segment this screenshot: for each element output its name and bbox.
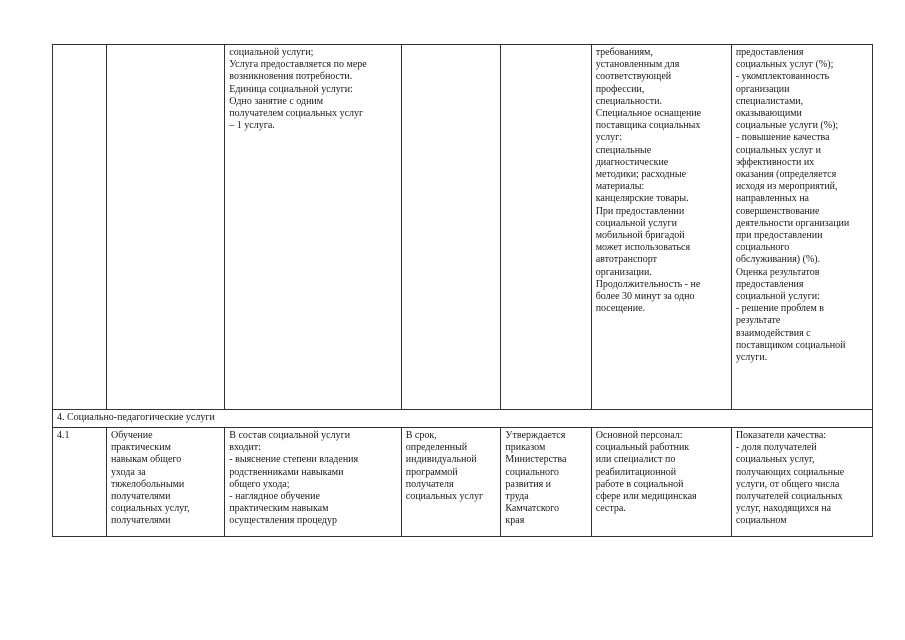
table-cell-description	[225, 428, 401, 537]
text-line: канцелярские товары.	[595, 193, 689, 205]
text-line: Оценка результатов	[735, 266, 820, 278]
text-line: автотранспорт	[595, 254, 658, 266]
text-line: материалы:	[595, 181, 645, 193]
section-title: 4. Социально-педагогические услуги	[53, 410, 873, 428]
text-line: эффективности их	[735, 156, 815, 168]
text-line: - наглядное обучение	[229, 491, 320, 503]
text-line: работе в социальной	[595, 478, 684, 490]
text-line: Специальное оснащение	[595, 108, 702, 120]
text-line: Услуга предоставляется по мере	[229, 59, 367, 71]
table-cell-term	[401, 428, 501, 537]
text-line: специальные	[595, 144, 652, 156]
text-line: получателем социальных услуг	[229, 108, 364, 120]
text-line: социальных услуг и	[735, 144, 821, 156]
text-line: При предоставлении	[595, 205, 685, 217]
text-line: В срок,	[405, 430, 437, 441]
text-line: социальных услуг,	[735, 454, 815, 466]
text-line: Единица социальной услуги:	[229, 83, 353, 95]
text-line: предоставления	[735, 47, 804, 58]
text-line: получателя	[405, 478, 454, 490]
text-line: социальный работник	[595, 442, 690, 454]
text-line: - укомплектованность	[735, 71, 830, 83]
table-cell-service-name	[106, 428, 224, 537]
text-line: более 30 минут за одно	[595, 291, 695, 303]
text-line: оказания (определяется	[735, 169, 837, 181]
table-row	[53, 45, 873, 410]
text-line: - выяснение степени владения	[229, 454, 359, 466]
table-cell	[401, 45, 501, 410]
table-row	[53, 428, 873, 537]
text-line: услуги, от общего числа	[735, 478, 840, 490]
table-cell-staff	[591, 428, 731, 537]
text-line: 4.1	[57, 430, 70, 441]
text-line: требованиям,	[595, 47, 653, 58]
text-line: мобильной бригадой	[595, 230, 685, 242]
text-line: совершенствование	[735, 205, 820, 217]
text-line: осуществления процедур	[229, 515, 337, 527]
text-line: методики; расходные	[595, 169, 687, 181]
text-line: возникновения потребности.	[229, 71, 353, 83]
text-line: социальной услуги;	[229, 47, 314, 58]
text-line: может использоваться	[595, 242, 691, 254]
text-line: деятельности организации	[735, 217, 850, 229]
text-line: ухода за	[110, 466, 146, 478]
text-line: программой	[405, 466, 458, 478]
section-header-row	[53, 410, 873, 428]
text-line: - решение проблем в	[735, 303, 825, 315]
text-line: исходя из мероприятий,	[735, 181, 838, 193]
text-line: - доля получателей	[735, 442, 817, 454]
table-cell-quality	[731, 428, 872, 537]
text-line: организации	[735, 83, 790, 95]
text-line: социальные услуги (%);	[735, 120, 839, 132]
text-line: получателей социальных	[735, 491, 843, 503]
text-line: получающих социальные	[735, 466, 845, 478]
table-cell	[501, 45, 591, 410]
text-line: сестра.	[595, 503, 626, 515]
text-line: навыкам общего	[110, 454, 182, 466]
text-line: общего ухода;	[229, 478, 290, 490]
text-line: организации.	[595, 266, 652, 278]
text-line: социальных услуг (%);	[735, 59, 834, 71]
text-line: при предоставлении	[735, 230, 823, 242]
text-line: социальном	[735, 515, 787, 527]
text-line: Продолжительность - не	[595, 278, 701, 290]
text-line: – 1 услуга.	[229, 120, 275, 132]
text-line: родственниками навыками	[229, 466, 344, 478]
text-line: предоставления	[735, 278, 804, 290]
text-line: услуг:	[595, 132, 622, 144]
text-line: практическим	[110, 442, 171, 454]
table-cell	[106, 45, 224, 410]
text-line: социальных услуг,	[110, 503, 190, 515]
text-line: диагностические	[595, 156, 669, 168]
text-line: профессии,	[595, 83, 645, 95]
text-line: поставщиком социальной	[735, 339, 846, 351]
text-line: В состав социальной услуги	[229, 430, 351, 441]
text-line: посещение.	[595, 303, 646, 315]
text-line: направленных на	[735, 193, 809, 205]
table-cell-quality	[731, 45, 872, 410]
table-cell-conditions	[225, 45, 401, 410]
text-line: индивидуальной	[405, 454, 477, 466]
text-line: социальных услуг	[405, 491, 484, 503]
text-line: услуг, находящихся на	[735, 503, 832, 515]
text-line: Утверждается	[505, 430, 566, 441]
text-line: специальности.	[595, 95, 662, 107]
text-line: Обучение	[110, 430, 153, 441]
text-line: развития и	[505, 478, 552, 490]
text-line: установленным для	[595, 59, 680, 71]
text-line: социального	[735, 242, 790, 254]
text-line: оказывающими	[735, 108, 802, 120]
table-cell-tariff	[501, 428, 591, 537]
text-line: приказом	[505, 442, 546, 454]
text-line: Министерства	[505, 454, 567, 466]
text-line: услуги.	[735, 352, 768, 364]
text-line: получателями	[110, 491, 171, 503]
text-line: поставщика социальных	[595, 120, 701, 132]
text-line: специалистами,	[735, 95, 804, 107]
text-line: результате	[735, 315, 781, 327]
text-line: Камчатского	[505, 503, 560, 515]
text-line: социальной услуги	[595, 217, 677, 229]
text-line: или специалист по	[595, 454, 676, 466]
text-line: - повышение качества	[735, 132, 830, 144]
text-line: труда	[505, 491, 529, 503]
text-line: определенный	[405, 442, 468, 454]
text-line: тяжелобольными	[110, 478, 185, 490]
text-line: практическим навыкам	[229, 503, 329, 515]
text-line: обслуживания) (%).	[735, 254, 821, 266]
text-line: получателями	[110, 515, 171, 527]
text-line: Основной персонал:	[595, 430, 683, 441]
table-cell-requirements	[591, 45, 731, 410]
table-cell	[53, 45, 107, 410]
text-line: края	[505, 515, 525, 527]
text-line: социальной услуги:	[735, 291, 820, 303]
text-line: взаимодействия с	[735, 327, 811, 339]
text-line: входит:	[229, 442, 261, 454]
text-line: Показатели качества:	[735, 430, 827, 441]
text-line: реабилитационной	[595, 466, 677, 478]
services-table	[52, 44, 873, 537]
text-line: социального	[505, 466, 559, 478]
text-line: соответствующей	[595, 71, 672, 83]
text-line: сфере или медицинская	[595, 491, 697, 503]
text-line: Одно занятие с одним	[229, 95, 324, 107]
table-cell-number	[53, 428, 107, 537]
